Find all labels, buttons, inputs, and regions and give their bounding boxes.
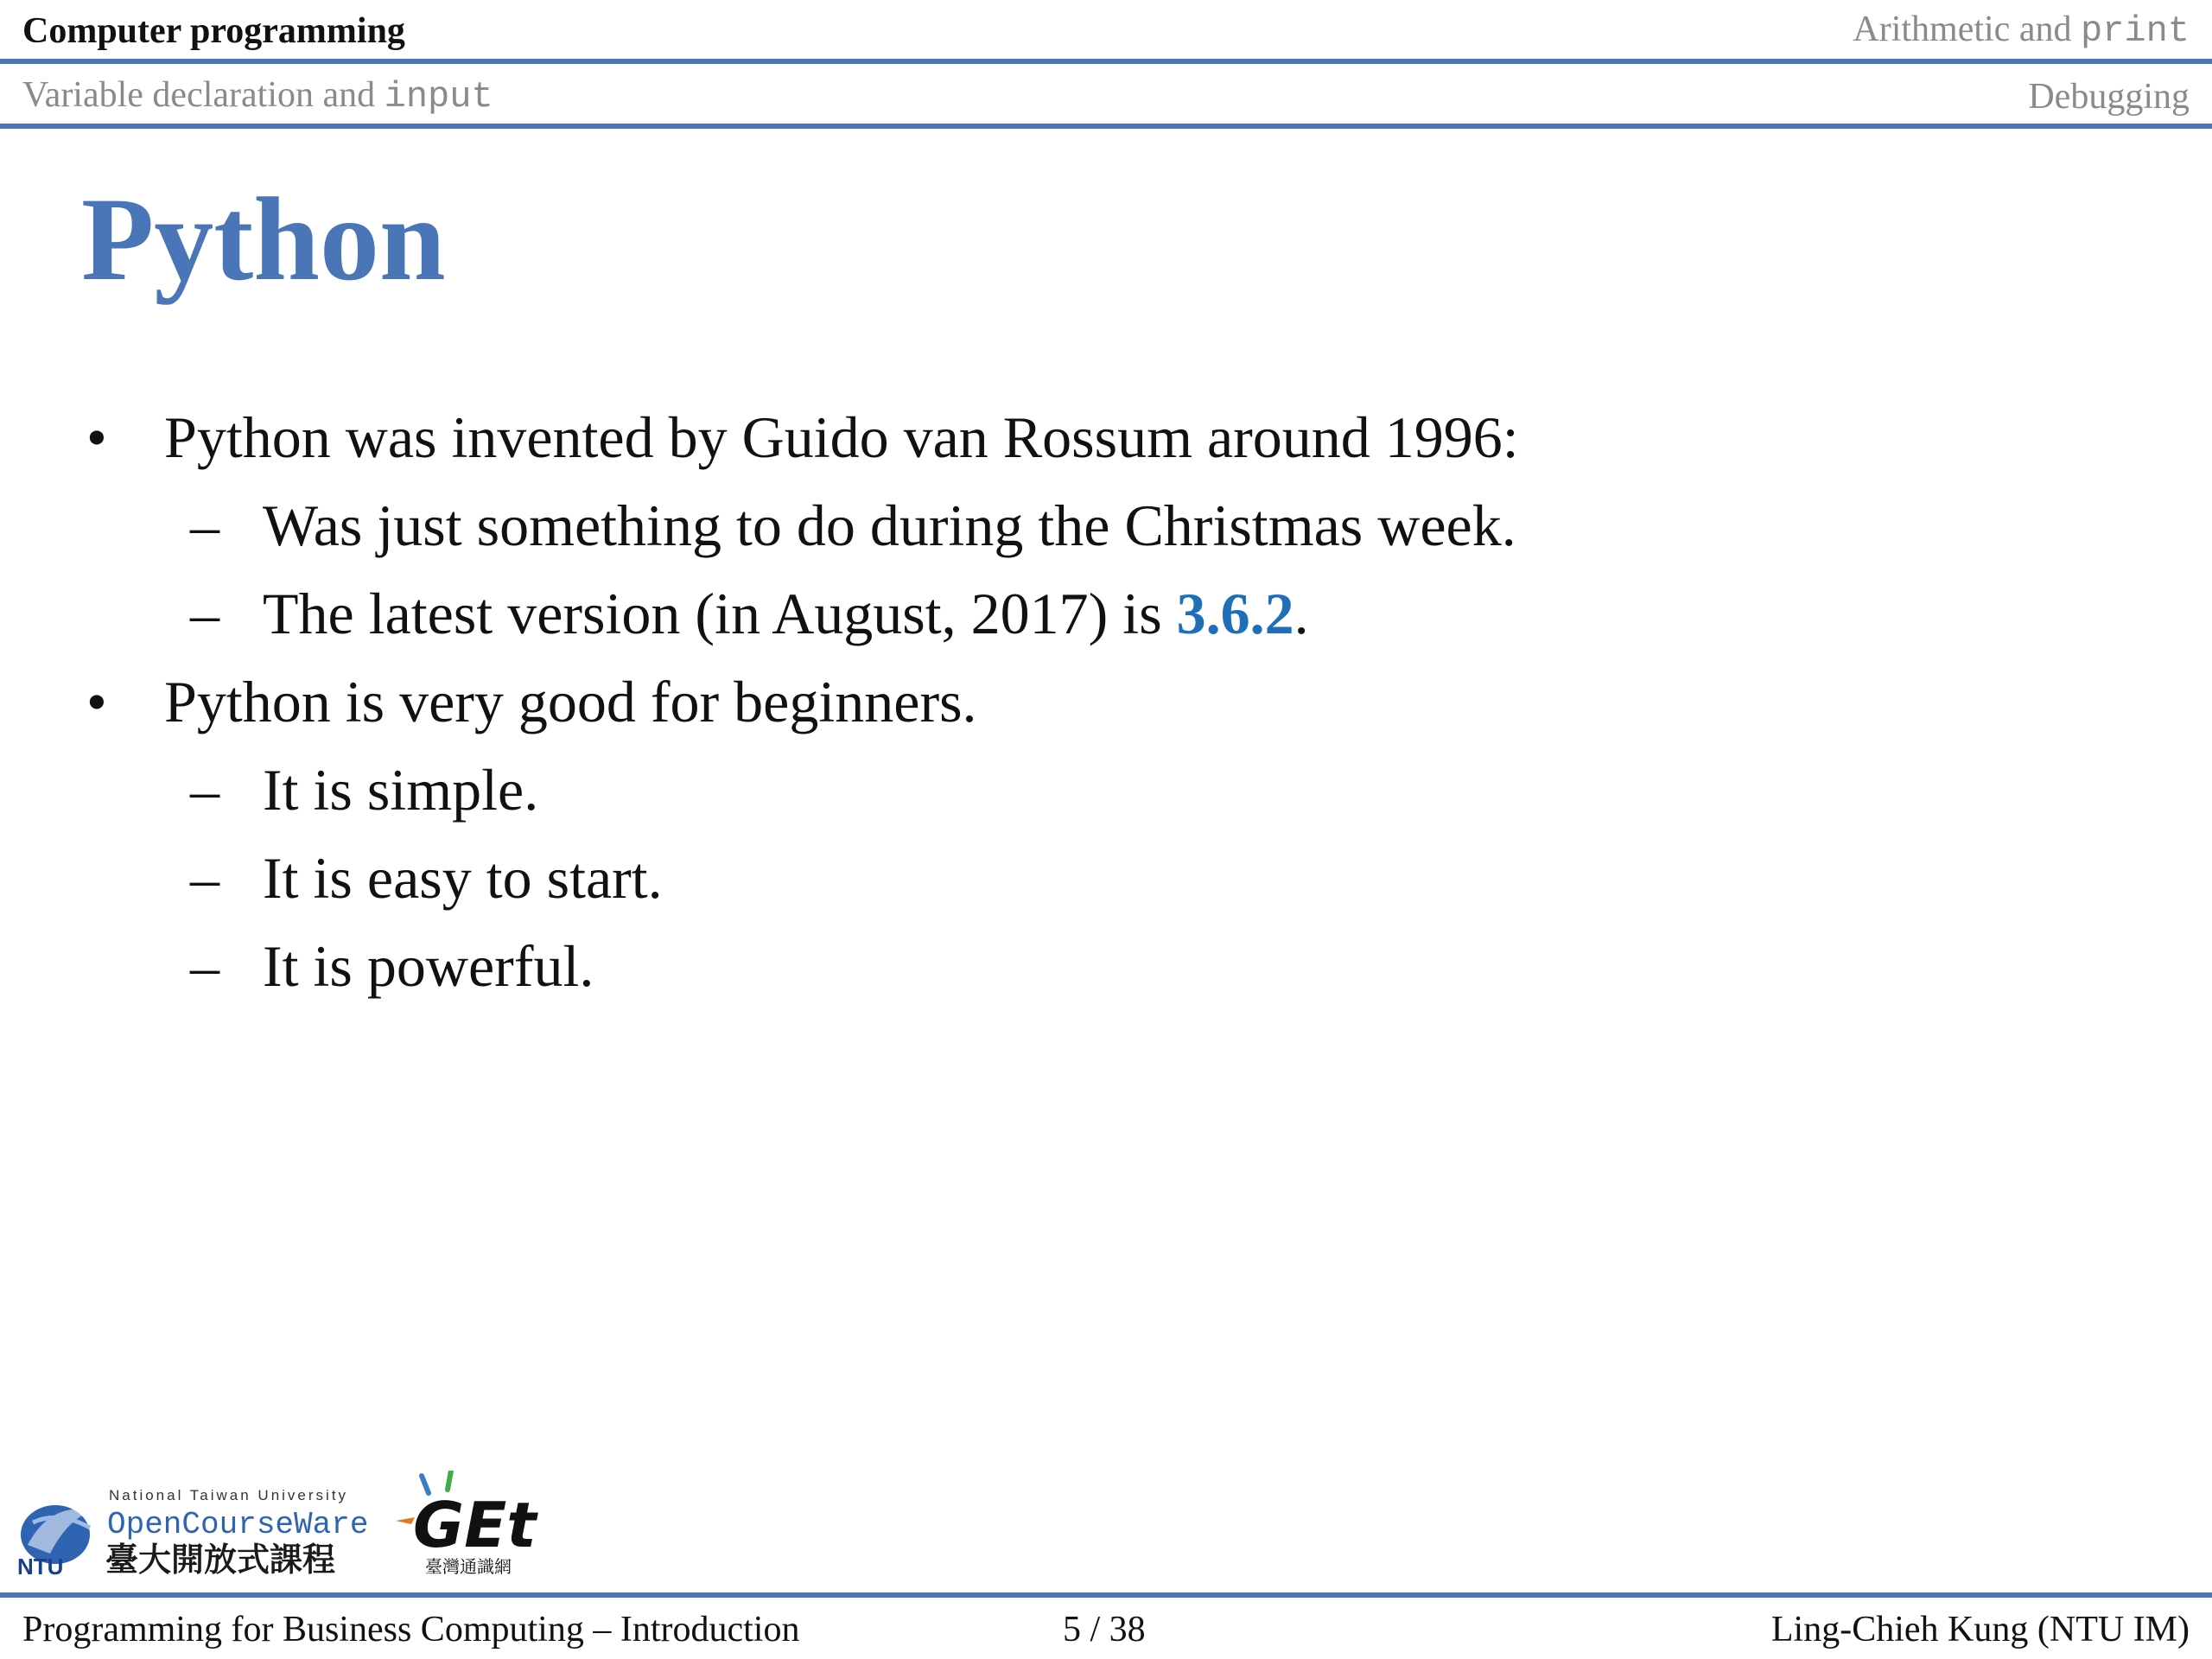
sub-bullet-text-end: . xyxy=(1294,581,1309,646)
sub-bullet-text: It is powerful. xyxy=(263,933,594,999)
ntu-opencourseware-logo xyxy=(16,1484,378,1580)
footer-course-title: Programming for Business Computing – Introduction xyxy=(22,1610,800,1649)
sub-bullet-marker: – xyxy=(190,933,219,999)
get-logo xyxy=(396,1471,551,1583)
header-subsection-left-code: input xyxy=(384,76,493,118)
header-top-row xyxy=(0,0,2212,60)
version-highlight: 3.6.2 xyxy=(1176,581,1294,646)
bullet-marker: • xyxy=(86,404,107,470)
bullet-item xyxy=(86,669,977,734)
header-subsection-right[interactable]: Debugging xyxy=(2028,77,2190,117)
get-chinese-text: 臺灣通識網 xyxy=(425,1556,512,1577)
header-divider-bottom xyxy=(0,124,2212,129)
sub-bullet-item xyxy=(190,757,539,823)
sub-bullet-marker: – xyxy=(190,581,219,646)
slide-title: Python xyxy=(81,173,446,305)
get-accent-icon xyxy=(396,1517,415,1524)
header-section-right[interactable] xyxy=(1853,9,2190,52)
header-subsection-left[interactable] xyxy=(22,74,493,118)
get-logo-text: GEt xyxy=(413,1489,537,1561)
sub-bullet-text: The latest version (in August, 2017) is xyxy=(263,581,1177,646)
header-section-left[interactable]: Computer programming xyxy=(22,11,405,51)
ntu-top-text: National Taiwan University xyxy=(109,1487,349,1503)
header-subsection-left-text: Variable declaration and xyxy=(22,75,385,115)
sub-bullet-item xyxy=(190,493,1516,558)
bullet-text: Python is very good for beginners. xyxy=(164,669,977,734)
sub-bullet-item xyxy=(190,581,1309,646)
bullet-marker: • xyxy=(86,669,107,734)
sub-bullet-item xyxy=(190,933,594,999)
bullet-item xyxy=(86,404,1519,470)
ntu-badge-text: NTU xyxy=(17,1554,64,1580)
footer-divider xyxy=(0,1592,2212,1598)
ntu-main-text: OpenCourseWare xyxy=(107,1507,369,1542)
sub-bullet-marker: – xyxy=(190,493,219,558)
sub-bullet-text: Was just something to do during the Christmas week. xyxy=(263,493,1516,558)
sub-bullet-marker: – xyxy=(190,845,219,911)
ntu-chinese-text: 臺大開放式課程 xyxy=(105,1540,336,1579)
footer-author: Ling-Chieh Kung (NTU IM) xyxy=(1770,1610,2190,1649)
header-section-right-code: print xyxy=(2080,10,2190,52)
sub-bullet-text: It is simple. xyxy=(263,757,539,823)
header-divider-top xyxy=(0,59,2212,64)
sub-bullet-text: It is easy to start. xyxy=(263,845,663,911)
sub-bullet-marker: – xyxy=(190,757,219,823)
footer-page-number: 5 / 38 xyxy=(1063,1610,1146,1649)
header-section-right-text: Arithmetic and xyxy=(1853,10,2081,49)
sub-bullet-item xyxy=(190,845,663,911)
bullet-text: Python was invented by Guido van Rossum around 1996: xyxy=(164,404,1519,470)
